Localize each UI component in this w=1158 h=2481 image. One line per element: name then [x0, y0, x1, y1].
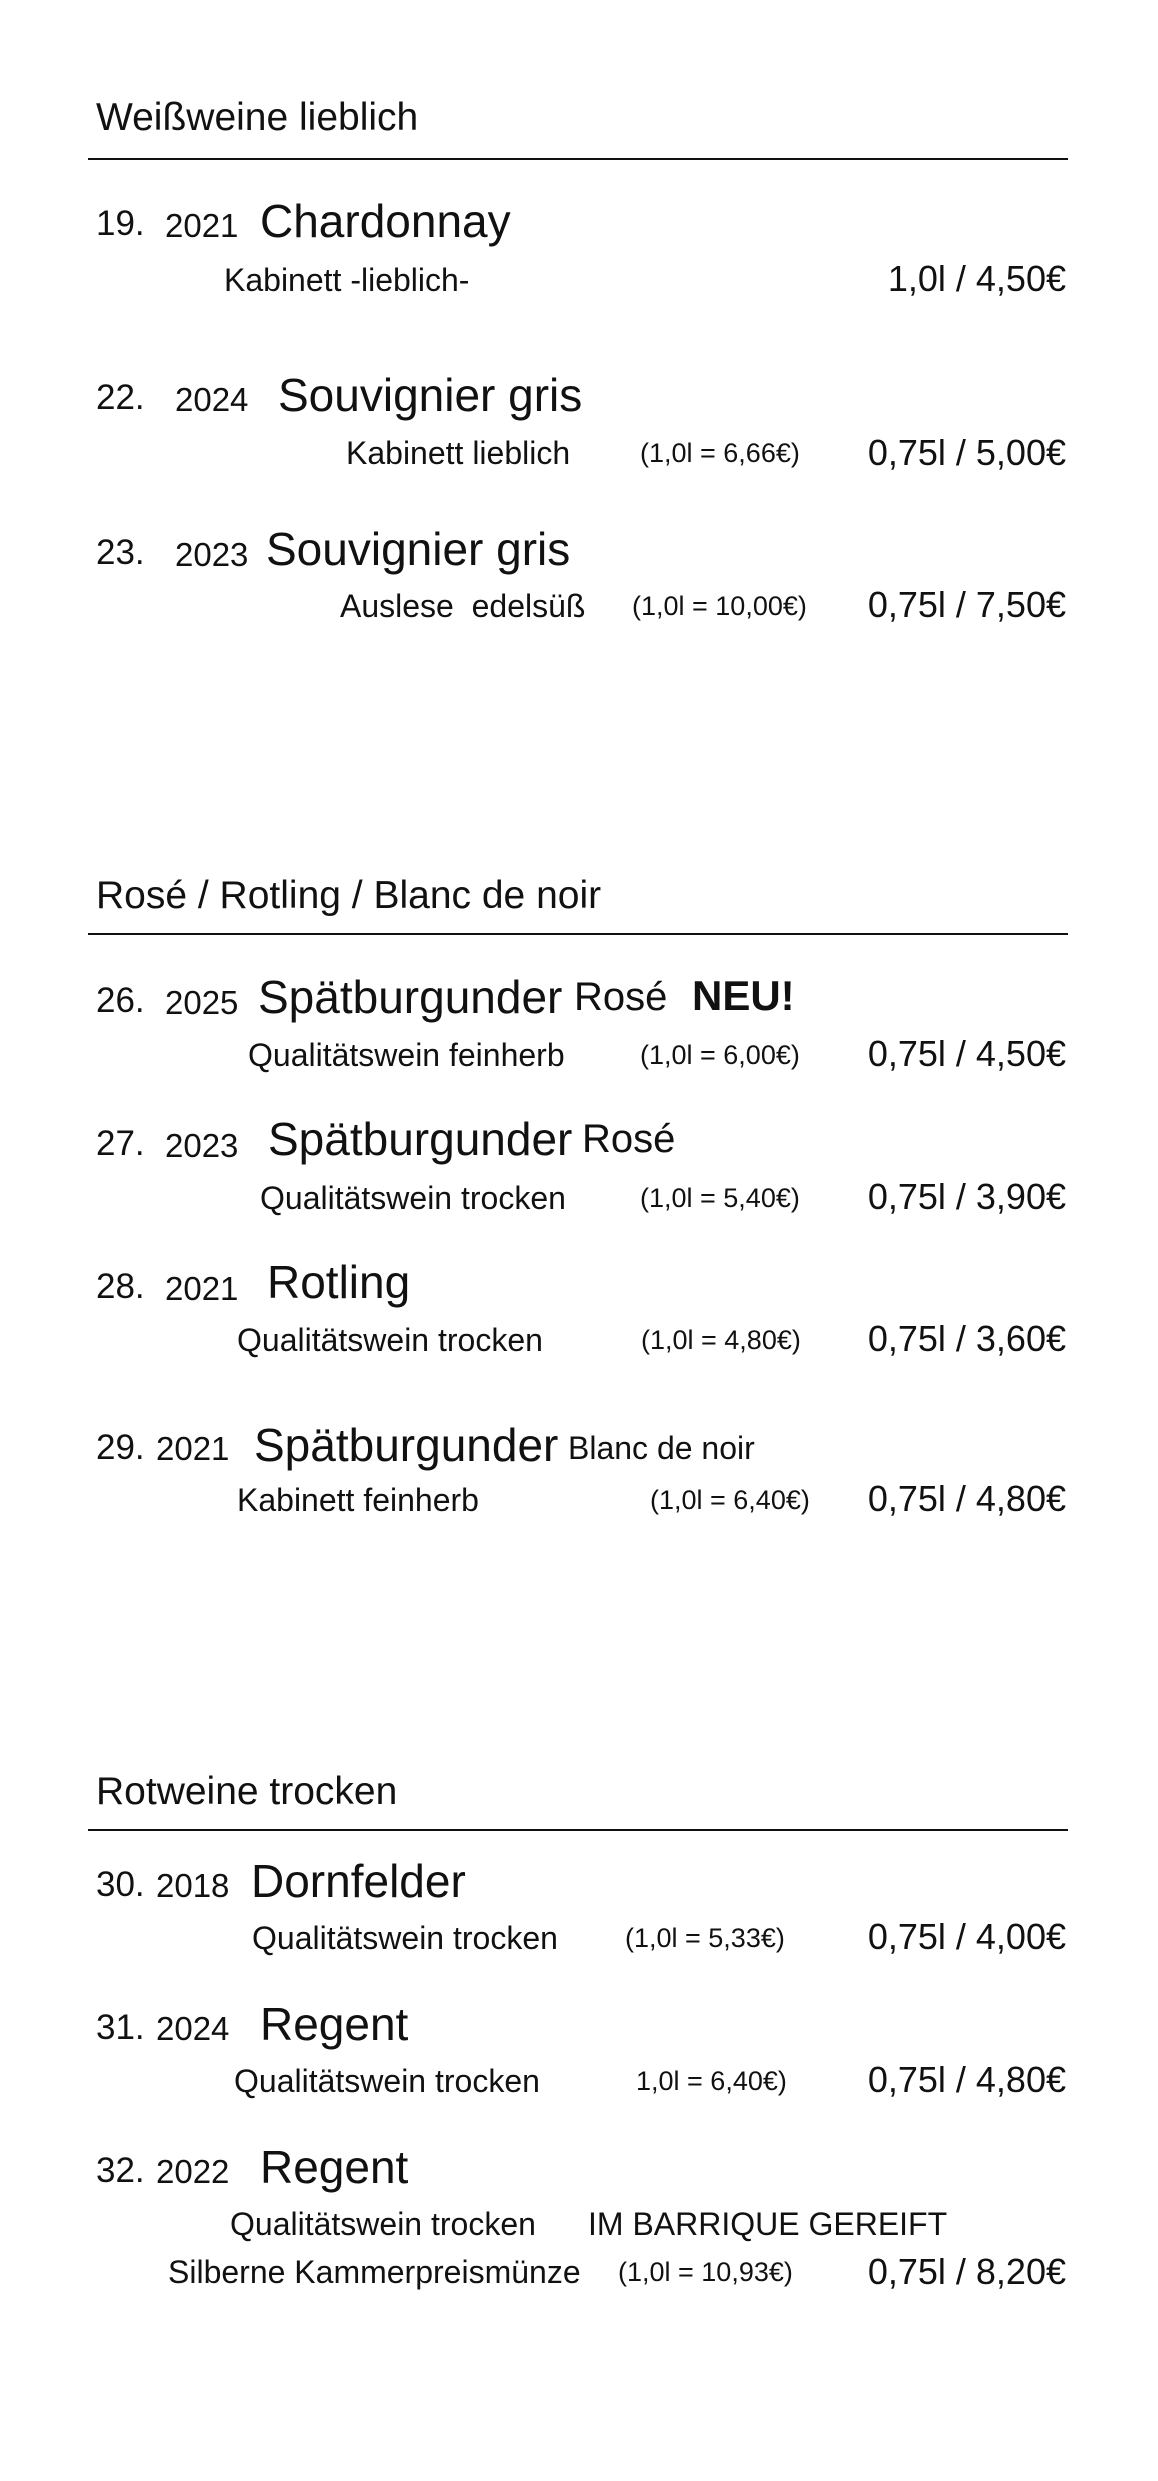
wine-name: Spätburgunder — [254, 1419, 559, 1471]
liter-price: (1,0l = 5,33€) — [625, 1923, 785, 1953]
wine-name: Spätburgunder — [268, 1113, 573, 1165]
wine-style: Rosé — [582, 1117, 676, 1161]
item-number: 26. — [96, 981, 145, 1020]
liter-price: (1,0l = 6,40€) — [650, 1485, 810, 1515]
wine-description: Auslese edelsüß — [340, 588, 586, 624]
wine-name: Regent — [260, 1998, 409, 2050]
vintage-year: 2018 — [156, 1867, 230, 1904]
wine-description: Kabinett feinherb — [237, 1482, 479, 1518]
vintage-year: 2021 — [165, 207, 239, 244]
item-number: 32. — [96, 2151, 145, 2190]
barrique-note: IM BARRIQUE GEREIFT — [588, 2206, 948, 2242]
section-divider — [88, 158, 1068, 160]
wine-description: Qualitätswein feinherb — [248, 1037, 565, 1073]
liter-price: (1,0l = 10,93€) — [618, 2257, 793, 2287]
bottle-price: 0,75l / 7,50€ — [867, 584, 1066, 625]
item-number: 29. — [96, 1428, 145, 1467]
item-number: 27. — [96, 1124, 145, 1163]
section-title-weissweine: Weißweine lieblich — [96, 96, 419, 139]
wine-description: Kabinett -lieblich- — [224, 262, 470, 298]
liter-price: 1,0l = 6,40€) — [636, 2066, 787, 2096]
wine-name: Dornfelder — [251, 1855, 466, 1907]
vintage-year: 2023 — [175, 536, 249, 573]
item-number: 28. — [96, 1267, 145, 1306]
section-divider — [88, 1829, 1068, 1831]
wine-style: Rosé — [574, 975, 668, 1019]
award-text: Silberne Kammerpreismünze — [168, 2254, 581, 2290]
vintage-year: 2024 — [156, 2010, 230, 2047]
wine-description: Qualitätswein trocken — [237, 1322, 543, 1358]
bottle-price: 0,75l / 5,00€ — [867, 432, 1066, 473]
item-number: 19. — [96, 204, 145, 243]
item-number: 22. — [96, 378, 145, 417]
vintage-year: 2021 — [165, 1270, 239, 1307]
new-badge: NEU! — [692, 972, 795, 1019]
item-number: 30. — [96, 1865, 145, 1904]
item-number: 23. — [96, 533, 145, 572]
section-title-rotweine: Rotweine trocken — [96, 1770, 398, 1813]
bottle-price: 0,75l / 3,60€ — [867, 1318, 1066, 1359]
wine-style: Blanc de noir — [568, 1430, 755, 1466]
wine-description: Qualitätswein trocken — [252, 1920, 558, 1956]
wine-name: Souvignier gris — [266, 523, 571, 575]
bottle-price: 0,75l / 4,00€ — [867, 1916, 1066, 1957]
wine-name: Spätburgunder — [258, 971, 563, 1023]
section-divider — [88, 933, 1068, 935]
wine-description: Qualitätswein trocken — [234, 2063, 540, 2099]
liter-price: (1,0l = 4,80€) — [641, 1325, 801, 1355]
bottle-price: 0,75l / 4,80€ — [867, 2059, 1066, 2100]
item-number: 31. — [96, 2008, 145, 2047]
bottle-price: 0,75l / 4,50€ — [867, 1033, 1066, 1074]
wine-name: Regent — [260, 2141, 409, 2193]
liter-price: (1,0l = 10,00€) — [632, 591, 807, 621]
bottle-price: 1,0l / 4,50€ — [887, 258, 1066, 299]
vintage-year: 2021 — [156, 1430, 230, 1467]
wine-description: Kabinett lieblich — [346, 435, 571, 471]
section-title-rose: Rosé / Rotling / Blanc de noir — [96, 874, 602, 917]
wine-name: Chardonnay — [260, 195, 511, 247]
wine-name: Rotling — [267, 1256, 411, 1308]
wine-name: Souvignier gris — [278, 369, 583, 421]
vintage-year: 2025 — [165, 984, 239, 1021]
wine-description: Qualitätswein trocken — [230, 2206, 536, 2242]
bottle-price: 0,75l / 8,20€ — [867, 2251, 1066, 2292]
bottle-price: 0,75l / 3,90€ — [867, 1176, 1066, 1217]
liter-price: (1,0l = 5,40€) — [640, 1183, 800, 1213]
liter-price: (1,0l = 6,66€) — [640, 438, 800, 468]
vintage-year: 2024 — [175, 381, 249, 418]
vintage-year: 2022 — [156, 2153, 230, 2190]
vintage-year: 2023 — [165, 1127, 239, 1164]
wine-description: Qualitätswein trocken — [260, 1180, 566, 1216]
liter-price: (1,0l = 6,00€) — [640, 1040, 800, 1070]
bottle-price: 0,75l / 4,80€ — [867, 1478, 1066, 1519]
